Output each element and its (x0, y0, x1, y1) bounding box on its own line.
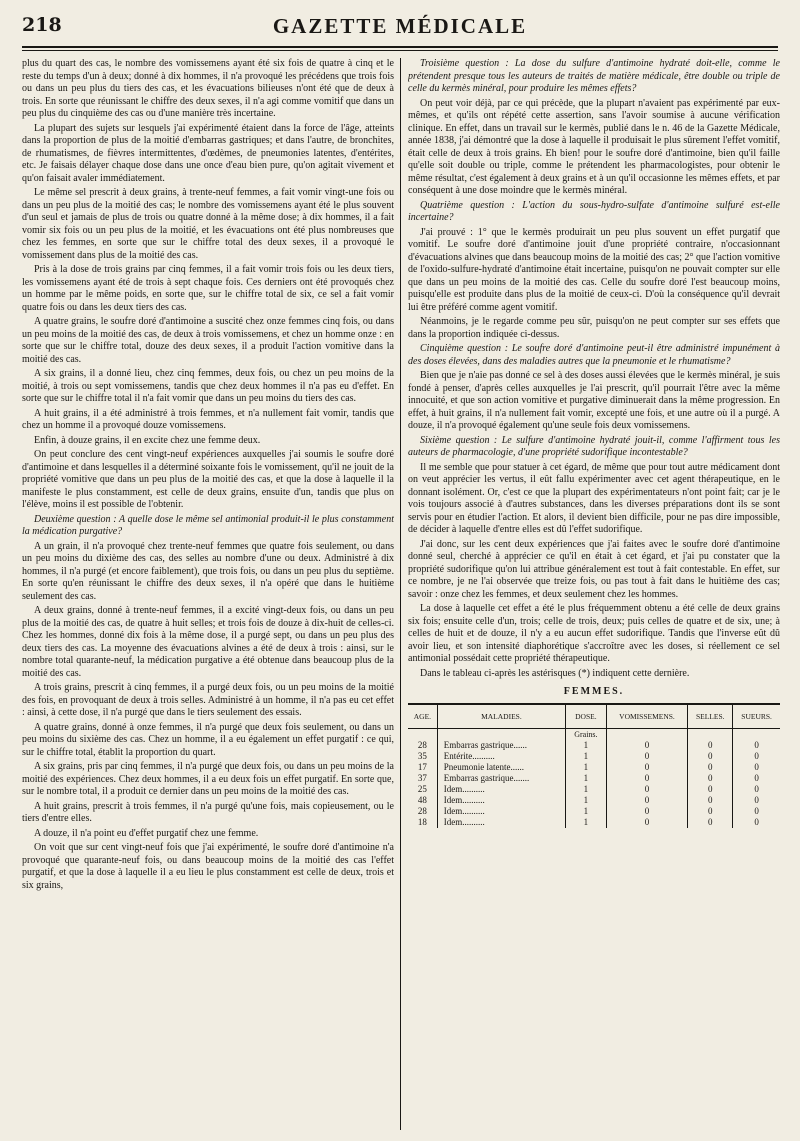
cell-dose: 1 (566, 751, 607, 762)
cell-vomissemens: 0 (606, 795, 687, 806)
cell-vomissemens: 0 (606, 751, 687, 762)
paragraph: Enfin, à douze grains, il en excite chez une femme deux. (34, 434, 261, 446)
cell-maladie: Entérite.......... (437, 751, 565, 762)
question-heading: Troisième question : La dose du sulfure d'antimoine hydraté doit-elle, comme le prétendent presque tous les auteurs de traités de matière médicale, être double ou triple de celle du kermès minéral, pour produire les mêmes effets? (408, 58, 780, 94)
table-title: FEMMES. (563, 686, 625, 697)
cell-age: 28 (417, 739, 427, 750)
header-vomissemens: VOMISSEMENS. (606, 704, 687, 729)
table-row (408, 795, 780, 806)
paragraph: Dans le tableau ci-après les astérisques (*) indiquent cette dernière. (420, 667, 690, 679)
cell-selles: 0 (688, 784, 733, 795)
cell-vomissemens: 0 (606, 762, 687, 773)
cell-sueurs: 0 (733, 773, 780, 784)
cell-sueurs: 0 (733, 806, 780, 817)
cell-vomissemens: 0 (606, 817, 687, 828)
cell-sueurs: 0 (733, 784, 780, 795)
cell-sueurs: 0 (733, 751, 780, 762)
cell-sueurs: 0 (733, 795, 780, 806)
cell-maladie: Idem.......... (437, 784, 565, 795)
table-row (408, 784, 780, 795)
cell-maladie: Idem.......... (437, 795, 565, 806)
table-row (408, 806, 780, 817)
paragraph: A trois grains, prescrit à cinq femmes, il a purgé deux fois, ou un peu moins de la moitié des fois, en provoquant de deux à trois selles. Administré à un homme, il n'a pas eu cet effet : ainsi, à cette dose, il n'a purgé que dans le tiers seulement des essais. (22, 682, 394, 718)
cell-dose: 1 (566, 795, 607, 806)
cell-vomissemens: 0 (606, 773, 687, 784)
table-row (408, 751, 780, 762)
header-rule (22, 50, 778, 51)
cell-maladie: Idem.......... (437, 806, 565, 817)
cell-selles: 0 (688, 817, 733, 828)
paragraph: A huit grains, prescrit à trois femmes, il n'a purgé qu'une fois, mais copieusement, ou le tiers d'entre elles. (22, 800, 394, 824)
paragraph: La plupart des sujets sur lesquels j'ai expérimenté étaient dans la force de l'âge, atteints dans la proportion de plus de la moitié d'embarras gastriques; et dans l'autre, de bronchites, de rhumatismes, de fièvres intermittentes, d'œdèmes, de pneumonies latentes, d'entérites, etc. Je faisais délayer chaque dose dans une once d'eau bien pure, qu'on agitait vivement et qu'on faisait avaler immédiatement. (22, 122, 394, 184)
cell-maladie: Pneumonie latente...... (437, 762, 565, 773)
cell-maladie: Embarras gastrique...... (437, 740, 565, 751)
paragraph: A un grain, il n'a provoqué chez trente-neuf femmes que quatre fois seulement, ou dans un peu moins du dixième des cas, des selles au nombre d'une ou deux. Administré à dix hommes, il n'a purgé (et encore faiblement), que trois fois, ou dans un peu plus du septième. En sorte qu'en réunissant le chiffre des deux sexes, il n'a opéré que dans le huitième seulement des cas. (22, 540, 394, 602)
page-number: 218 (22, 14, 62, 36)
cell-vomissemens: 0 (606, 784, 687, 795)
cell-maladie: Embarras gastrique....... (437, 773, 565, 784)
question-heading: Quatrième question : L'action du sous-hydro-sulfate d'antimoine sulfuré est-elle incertaine? (408, 199, 780, 223)
journal-title: GAZETTE MÉDICALE (272, 14, 528, 38)
cell-dose: 1 (566, 817, 607, 828)
cell-age: 17 (417, 761, 427, 772)
paragraph: Bien que je n'aie pas donné ce sel à des doses aussi élevées que le kermès minéral, je suis fondé à penser, d'après celles auxquelles je l'ai prescrit, qu'il pourrait l'être avec la même innocuité, et que son action vomitive et purgative diminuerait dans la même progression. En effet, à huit grains, il n'a nullement fait vomir, excepté une fois, et une autre où il a purgé. A douze, il n'a provoqué également qu'une seule fois deux vomissemens. (408, 370, 780, 431)
question-heading: Deuxième question : A quelle dose le même sel antimonial produit-il le plus constamment la médication purgative? (22, 513, 394, 537)
paragraph: A quatre grains, donné à onze femmes, il n'a purgé que deux fois seulement, ou dans un peu moins du sixième des cas. Chez un homme, il a eu également un effet purgatif : ce qui, sur le chiffre total, établit la proportion du quart. (22, 721, 394, 758)
cell-sueurs: 0 (733, 762, 780, 773)
cell-dose: 1 (566, 740, 607, 751)
cell-sueurs: 0 (733, 740, 780, 751)
paragraph: On peut voir déjà, par ce qui précède, que la plupart n'avaient pas expérimenté par eux-mêmes, et qu'ils ont répété cette assertion, sans l'avoir soumise à aucune vérification clinique. En effet, dans un travail sur le kermès, publié dans le n. 46 de la Gazette Médicale, année 1838, j'ai démontré que la dose à laquelle il produisait le plus sûrement l'effet vomitif, était celle de deux à trois grains. Eh bien! pour le soufre doré d'antimoine, bien qu'il faille qu'elle soit double ou triple, comme le prétendent les pharmacologistes, pour obtenir le même résultat, c'est également à deux grains et à un qu'il occasionne les mêmes effets, et par conséquent à une dose moindre que le kermès minéral. (408, 97, 780, 196)
header-maladies: MALADIES. (437, 704, 565, 729)
patients-table (408, 703, 780, 828)
paragraph: Néanmoins, je le regarde comme peu sûr, puisqu'on ne peut compter sur ses effets que dans la proportion indiquée ci-dessus. (408, 316, 780, 340)
paragraph: La dose à laquelle cet effet a été le plus fréquemment obtenu a été celle de deux grains six fois; ensuite celle d'un, trois; celle de trois, deux; puis celles de quatre et de six, une; à celles de huit et de douze, il n'y a eu aucun effet sudorifique. Tandis que l'inverse eût dû avoir lieu, et son intensité diaphorétique s'accroître avec les doses, si réellement ce sel antimonial possédait cette propriété thérapeutique. (408, 603, 780, 664)
cell-age: 48 (417, 794, 427, 805)
paragraph: Pris à la dose de trois grains par cinq femmes, il a fait vomir trois fois ou les deux tiers, les vomissemens ayant été de trois à sept chaque fois. Ces derniers ont été provoqués chez un homme par le même poids, en sorte que, sur le chiffre total de six, ce sel a fait vomir quatre fois ou dans les deux tiers des cas. (22, 264, 394, 313)
column-divider (400, 58, 401, 1130)
table-row (408, 817, 780, 828)
paragraph: A douze, il n'a point eu d'effet purgatif chez une femme. (34, 827, 259, 839)
question-heading: Cinquième question : Le soufre doré d'antimoine peut-il être administré impunément à des doses élevées, dans des maladies autres que la pneumonie et le rhumatisme? (408, 343, 780, 367)
cell-dose: 1 (566, 773, 607, 784)
cell-dose: 1 (566, 806, 607, 817)
paragraph: J'ai donc, sur les cent deux expériences que j'ai faites avec le soufre doré d'antimoine donné seul, cherché à apprécier ce qu'il en était à cet égard, et j'ai pu constater que la propriété sudorifique qu'on lui attribue généralement est tout à fait contestable. En effet, sur ce nombre, je ne l'ai observée que treize fois, ou pas tout à fait dans le huitième des cas; savoir : onze chez les femmes, et deux seulement chez les hommes. (408, 538, 780, 600)
paragraph: J'ai prouvé : 1° que le kermès produirait un peu plus souvent un effet purgatif que vomitif. Le soufre doré d'antimoine jouit d'une propriété contraire, n'occasionnant d'évacuations alvines que dans beaucoup moins de la moitié des cas; 2° que l'action vomitive de l'oxido-sulfure-hydraté d'antimoine était incertaine, puisqu'on ne pouvait compter sur elle que dans un peu moins de la moitié des cas. Celle du soufre doré l'est beaucoup moins, puisqu'elle est produite dans plus de la moitié de ceux-ci. D'où la conséquence qu'il devrait lui être préféré comme agent vomitif. (408, 226, 780, 313)
table-row (408, 762, 780, 773)
paragraph: A quatre grains, le soufre doré d'antimoine a suscité chez onze femmes cinq fois, ou dans un peu moins de la moitié des cas, de deux à trois vomissemens, et chez un homme onze : en sorte que sur le chiffre total, douze des deux sexes, il a produit l'action vomitive dans la moitié des cas. (22, 316, 394, 365)
header-sueurs: SUEURS. (733, 704, 780, 729)
cell-vomissemens: 0 (606, 806, 687, 817)
cell-selles: 0 (688, 773, 733, 784)
unit-row (408, 728, 780, 740)
paragraph: On peut conclure des cent vingt-neuf expériences auxquelles j'ai soumis le soufre doré d'antimoine et dans lesquelles il a déterminé soixante fois le vomissement, qu'il ne jouit de la propriété vomitive que dans un peu plus de la moitié des cas, et que la dose à laquelle il la manifeste le plus constamment, est celle de deux grains, ensuite d'un, tandis que plus on l'élève, moins il est possible de l'obtenir. (22, 449, 394, 510)
cell-age: 28 (417, 805, 427, 816)
cell-vomissemens: 0 (606, 740, 687, 751)
cell-maladie: Idem.......... (437, 817, 565, 828)
header-age: AGE. (408, 704, 437, 729)
paragraph: A deux grains, donné à trente-neuf femmes, il a excité vingt-deux fois, ou dans un peu plus de la moitié des cas, de quatre à huit selles; et trois fois de douze à dix-huit de celles-ci. Chez les hommes, donné dix fois à la même dose, il a purgé sept, ou dans un peu plus des deux tiers des cas. La moyenne des évacuations alvines a été de deux à trois : ainsi, sur le nombre total quarante-neuf, la médication purgative a été obtenue dans beaucoup plus de la moitié des cas. (22, 605, 394, 679)
paragraph: Le même sel prescrit à deux grains, à trente-neuf femmes, a fait vomir vingt-une fois ou dans un peu plus de la moitié des cas; le nombre des vomissemens ayant été le plus souvent d'un seul et jamais de plus de trois ou quatre donné à la même dose; à dix hommes, il a fait vomir six fois ou un peu plus de la moitié, et les évacuations ont été plus nombreuses que chez les femmes, en sorte que sur le chiffre total des deux sexes, il a provoqué le vomissement dans plus de la moitié des cas. (22, 187, 394, 261)
right-column (408, 58, 780, 1130)
header-selles: SELLES. (688, 704, 733, 729)
cell-age: 25 (417, 783, 427, 794)
cell-age: 35 (417, 750, 427, 761)
cell-age: 37 (417, 772, 427, 783)
question-heading: Sixième question : Le sulfure d'antimoine hydraté jouit-il, comme l'affirment tous les auteurs de pharmacologie, d'une propriété sudorifique incontestable? (408, 434, 780, 458)
cell-selles: 0 (688, 795, 733, 806)
paragraph: On voit que sur cent vingt-neuf fois que j'ai expérimenté, le soufre doré d'antimoine n'a provoqué que quarante-neuf fois, ou dans beaucoup moins de la moitié des cas l'effet purgatif, et que la dose à laquelle il a eu lieu le plus constamment est celle de deux, trois et six grains, (22, 842, 394, 891)
header-dose: DOSE. (566, 704, 607, 729)
paragraph: Il me semble que pour statuer à cet égard, de même que pour tout autre médicament dont on veut apprécier les vertus, il eût fallu expérimenter avec cet agent thérapeutique, en le donnant isolément. Or, c'est ce que la plupart des expérimentateurs n'ont point fait; car je le vois toujours associé à d'autres substances, dans les diverses préparations dont ils se sont servis pour en étudier l'action. Et alors, il devient bien difficile, pour ne pas dire impossible, de décider à laquelle d'entre elles est dû l'effet sudorifique. (408, 461, 780, 535)
table-row (408, 773, 780, 784)
cell-dose: 1 (566, 784, 607, 795)
paragraph: A huit grains, il a été administré à trois femmes, et n'a nullement fait vomir, tandis que chez un homme il a provoqué douze vomissemens. (22, 407, 394, 431)
cell-sueurs: 0 (733, 817, 780, 828)
table-header-row (408, 704, 780, 729)
left-column (22, 58, 394, 1130)
cell-selles: 0 (688, 762, 733, 773)
paragraph: plus du quart des cas, le nombre des vomissemens ayant été six fois de quatre à cinq et le reste du temps d'un à deux; donné à dix hommes, il n'a provoqué les précédens que trois fois ou dans un peu plus du tiers des cas, et les évacuations bilieuses n'ont été que de deux à trois. En sorte que réunissant le chiffre des deux sexes, il n'a agi comme vomitif que dans un peu plus du cinquième des cas ou d'une manière très incertaine. (22, 58, 394, 119)
cell-selles: 0 (688, 740, 733, 751)
cell-selles: 0 (688, 806, 733, 817)
paragraph: A six grains, il a donné lieu, chez cinq femmes, deux fois, ou chez un peu moins de la moitié, à trois ou sept vomissemens, tandis que chez deux hommes il n'a pas eu d'effet. En sorte que sur le chiffre total il n'a fait vomir que dans un peu moins du tiers des cas. (22, 368, 394, 404)
page-header (22, 14, 778, 48)
table-row (408, 740, 780, 751)
cell-selles: 0 (688, 751, 733, 762)
cell-age: 18 (417, 816, 427, 827)
cell-dose: 1 (566, 762, 607, 773)
paragraph: A six grains, pris par cinq femmes, il n'a purgé que deux fois, ou dans un peu moins de la moitié des expériences. Chez deux hommes, il a eu deux fois un effet purgatif. En sorte que, sur le nombre total, il a produit ce dernier dans un peu moins de la moitié des cas. (22, 761, 394, 797)
dose-unit: Grains. (566, 728, 607, 740)
